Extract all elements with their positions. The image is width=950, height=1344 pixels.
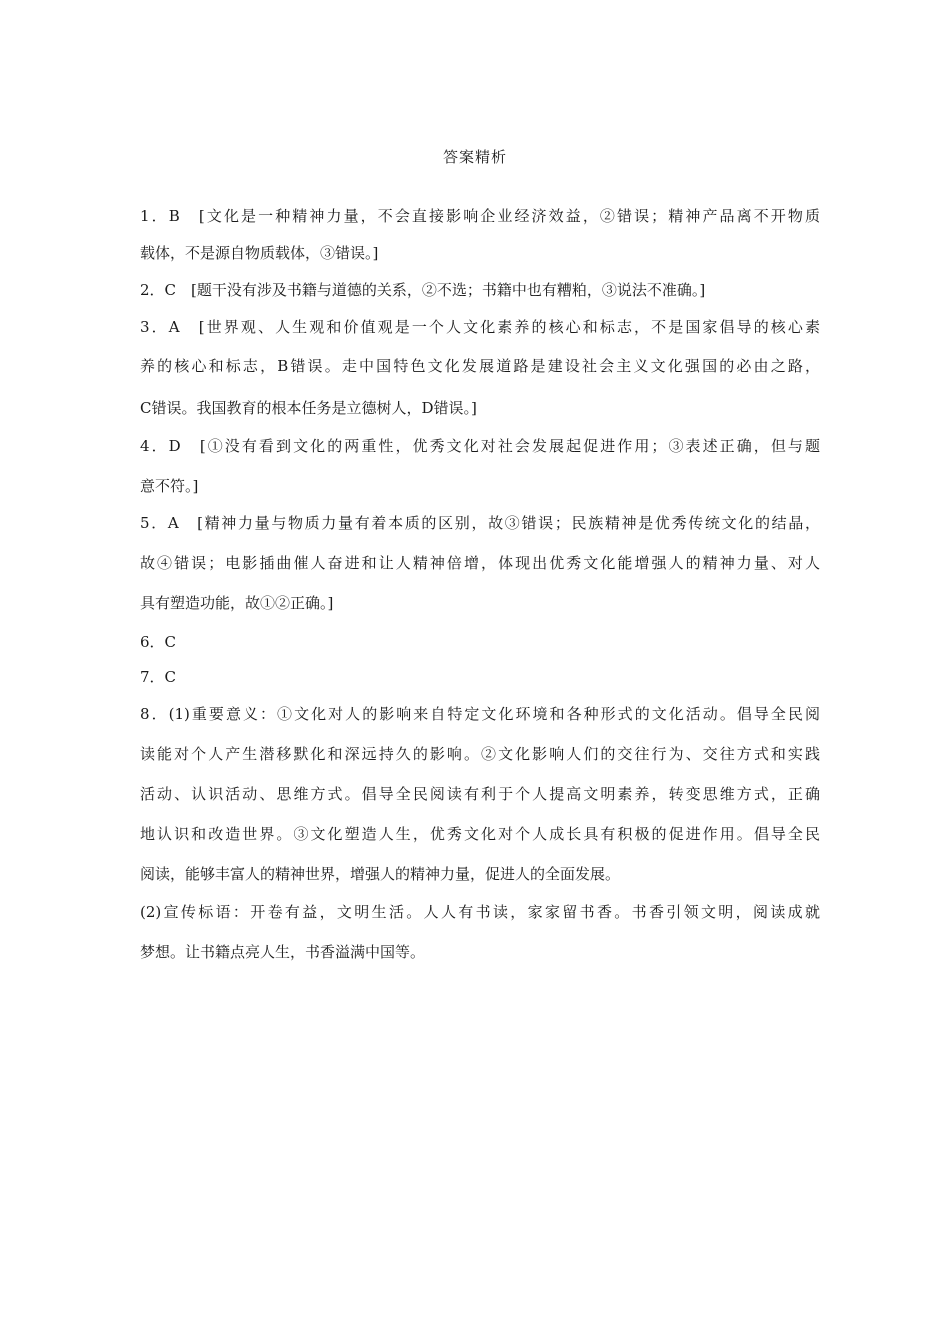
- answer-6-line-1: 6．C: [140, 633, 177, 651]
- answer-4-line-1: 4．D [①没有看到文化的两重性，优秀文化对社会发展起促进作用；③表述正确，但与题: [140, 437, 820, 455]
- answer-3-line-2: 养的核心和标志，B错误。走中国特色文化发展道路是建设社会主义文化强国的必由之路，: [140, 357, 820, 375]
- answer-4-line-2: 意不符。]: [140, 477, 199, 495]
- answer-1-line-2: 载体，不是源自物质载体，③错误。]: [140, 244, 379, 262]
- answer-3-line-3: C错误。我国教育的根本任务是立德树人，D错误。]: [140, 399, 477, 417]
- answer-5-line-3: 具有塑造功能，故①②正确。]: [140, 594, 334, 612]
- answer-7-line-1: 7．C: [140, 668, 177, 686]
- answer-3-line-1: 3．A [世界观、人生观和价值观是一个人文化素养的核心和标志，不是国家倡导的核心素: [140, 318, 820, 336]
- answer-8-line-2: 读能对个人产生潜移默化和深远持久的影响。②文化影响人们的交往行为、交往方式和实践: [140, 745, 820, 763]
- answer-8-line-5: 阅读，能够丰富人的精神世界，增强人的精神力量，促进人的全面发展。: [140, 865, 621, 883]
- page-title: 答案精析: [442, 148, 507, 166]
- answer-5-line-1: 5．A [精神力量与物质力量有着本质的区别，故③错误；民族精神是优秀传统文化的结晶，: [140, 514, 820, 532]
- answer-8-line-1: 8．(1)重要意义：①文化对人的影响来自特定文化环境和各种形式的文化活动。倡导全民阅: [140, 705, 820, 723]
- answer-2-line-1: 2．C [题干没有涉及书籍与道德的关系，②不选；书籍中也有糟粕，③说法不准确。]: [140, 281, 706, 299]
- answer-1-line-1: 1．B [文化是一种精神力量，不会直接影响企业经济效益，②错误；精神产品离不开物质: [140, 207, 820, 225]
- answer-8-line-7: 梦想。让书籍点亮人生，书香溢满中国等。: [140, 943, 426, 961]
- answer-8-line-6: (2)宣传标语：开卷有益，文明生活。人人有书读，家家留书香。书香引领文明，阅读成就: [140, 903, 820, 921]
- answer-5-line-2: 故④错误；电影插曲催人奋进和让人精神倍增，体现出优秀文化能增强人的精神力量、对人: [140, 554, 820, 572]
- answer-8-line-3: 活动、认识活动、思维方式。倡导全民阅读有利于个人提高文明素养，转变思维方式，正确: [140, 785, 820, 803]
- answer-8-line-4: 地认识和改造世界。③文化塑造人生，优秀文化对个人成长具有积极的促进作用。倡导全民: [140, 825, 820, 843]
